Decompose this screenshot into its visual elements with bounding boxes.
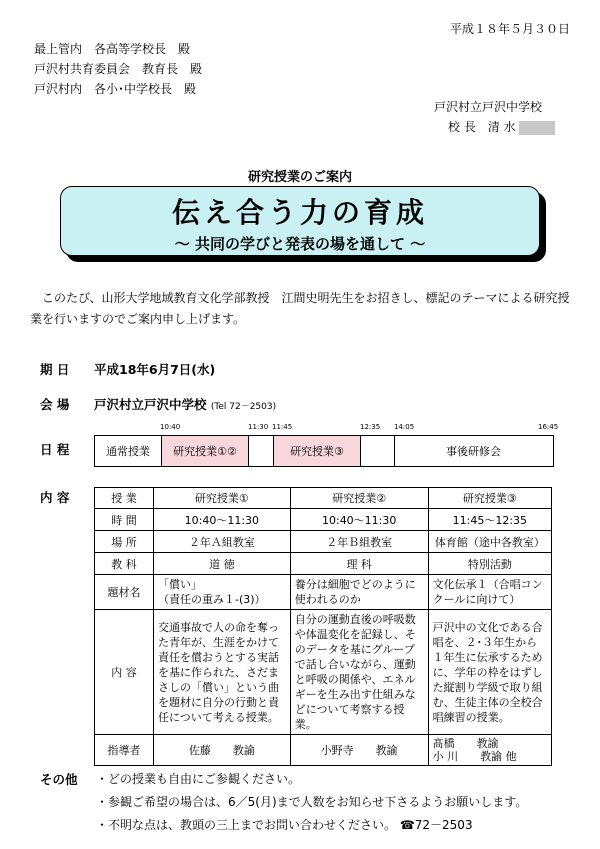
segment-break bbox=[249, 436, 274, 466]
date-label: 期 日 bbox=[40, 362, 70, 377]
segment-lesson-12: 研究授業①② bbox=[162, 436, 249, 466]
content-table bbox=[94, 487, 552, 766]
theme-banner bbox=[60, 186, 540, 256]
table-cell: 教 科 bbox=[95, 553, 154, 575]
segment-lesson-3: 研究授業③ bbox=[274, 436, 361, 466]
venue-label: 会 場 bbox=[40, 397, 70, 412]
table-row bbox=[95, 735, 552, 766]
sender-principal: 校 長 清 水 bbox=[448, 118, 555, 135]
sender-school: 戸沢村立戸沢中学校 bbox=[434, 100, 543, 114]
banner-subtitle: ～ 共同の学びと発表の場を通して ～ bbox=[174, 235, 426, 253]
table-cell: 髙橋 教諭 小 川 教諭 他 bbox=[428, 735, 551, 766]
table-cell: 体育館（途中各教室） bbox=[428, 531, 551, 553]
table-cell: 指導者 bbox=[95, 735, 154, 766]
tick-label: 12:35 bbox=[360, 423, 381, 431]
table-row bbox=[95, 531, 552, 553]
table-cell: 佐藤 教諭 bbox=[154, 735, 291, 766]
recipient-2: 戸沢村共育委員会 教育長 殿 bbox=[34, 62, 203, 76]
table-cell: 11:45～12:35 bbox=[428, 509, 551, 531]
table-cell: ２年Ｂ組教室 bbox=[290, 531, 428, 553]
table-cell: 内 容 bbox=[95, 610, 154, 735]
table-cell: 小野寺 教諭 bbox=[290, 735, 428, 766]
date-value: 平成18年6月7日(水) bbox=[94, 362, 216, 377]
table-cell: 時 間 bbox=[95, 509, 154, 531]
tick-label: 10:40 bbox=[160, 423, 181, 431]
note-1: ・どの授業も自由にご参観ください。 bbox=[96, 772, 301, 786]
note-3: ・不明な点は、教頭の三上までお問い合わせください。 ☎72－2503 bbox=[96, 818, 473, 832]
table-cell: 理 科 bbox=[290, 553, 428, 575]
venue-tel: (Tel 72－2503) bbox=[210, 402, 277, 412]
tick-label: 14:05 bbox=[394, 423, 415, 431]
table-row bbox=[95, 575, 552, 610]
table-cell: ２年Ａ組教室 bbox=[154, 531, 291, 553]
table-cell: 交通事故で人の命を奪った青年が、生涯をかけて責任を償おうとする実話を基に作られた、さだまさしの「償い」という曲を題材に自分の行動と責任について考える授業。 bbox=[154, 610, 291, 735]
table-cell: 文化伝承１（合唱コンクールに向けて） bbox=[428, 575, 551, 610]
schedule-label: 日 程 bbox=[40, 442, 70, 457]
table-cell: 特別活動 bbox=[428, 553, 551, 575]
intro-paragraph: このたび、山形大学地域教育文化学部教授 江間史明先生をお招きし、標記のテーマによる研究授業を行いますのでご案内申し上げます。 bbox=[30, 291, 570, 326]
table-header: 研究授業③ bbox=[428, 488, 551, 509]
schedule-bar bbox=[94, 435, 554, 467]
table-row bbox=[95, 553, 552, 575]
table-cell: 戸沢中の文化である合唱を、２･３年生から１年生に伝承するために、学年の枠をはずした縦割り学級で取り組む、生徒主体の全校合唱練習の授業。 bbox=[428, 610, 551, 735]
table-row bbox=[95, 610, 552, 735]
table-cell: 自分の運動直後の呼吸数や体温変化を記録し、そのデータを基にグループで話し合いながら、運動と呼吸の関係や、エネルギーを生み出す仕組みなどについて考察する授業。 bbox=[290, 610, 428, 735]
recipient-3: 戸沢村内 各小･中学校長 殿 bbox=[34, 82, 197, 96]
table-cell: 道 徳 bbox=[154, 553, 291, 575]
tick-label: 16:45 bbox=[538, 423, 559, 431]
segment-regular: 通常授業 bbox=[95, 436, 162, 466]
table-header: 研究授業① bbox=[154, 488, 291, 509]
tick-label: 11:45 bbox=[272, 423, 293, 431]
table-cell: 場 所 bbox=[95, 531, 154, 553]
redaction-mask bbox=[519, 121, 555, 135]
table-cell: 10:40～11:30 bbox=[290, 509, 428, 531]
table-cell: 10:40～11:30 bbox=[154, 509, 291, 531]
table-cell: 養分は細胞でどのように使われるのか bbox=[290, 575, 428, 610]
other-label: その他 bbox=[40, 772, 78, 787]
note-2: ・参観ご希望の場合は、6／5(月)まで人数をお知らせ下さるようお願いします。 bbox=[96, 795, 528, 809]
table-cell: 題材名 bbox=[95, 575, 154, 610]
tick-label: 11:30 bbox=[248, 423, 269, 431]
recipient-1: 最上管内 各高等学校長 殿 bbox=[34, 42, 191, 56]
table-row bbox=[95, 488, 552, 509]
subject-title: 研究授業のご案内 bbox=[247, 170, 352, 185]
content-label: 内 容 bbox=[40, 490, 70, 505]
segment-workshop: 事後研修会 bbox=[446, 445, 501, 458]
segment-lunch bbox=[361, 436, 395, 466]
table-cell: 「償い」 （責任の重み１-(3)） bbox=[154, 575, 291, 610]
table-header: 研究授業② bbox=[290, 488, 428, 509]
table-header: 授 業 bbox=[95, 488, 154, 509]
issue-date: 平成１８年５月３０日 bbox=[449, 22, 570, 36]
banner-title: 伝え合う力の育成 bbox=[171, 196, 428, 229]
venue-value: 戸沢村立戸沢中学校 (Tel 72－2503) bbox=[94, 397, 277, 412]
table-row bbox=[95, 509, 552, 531]
